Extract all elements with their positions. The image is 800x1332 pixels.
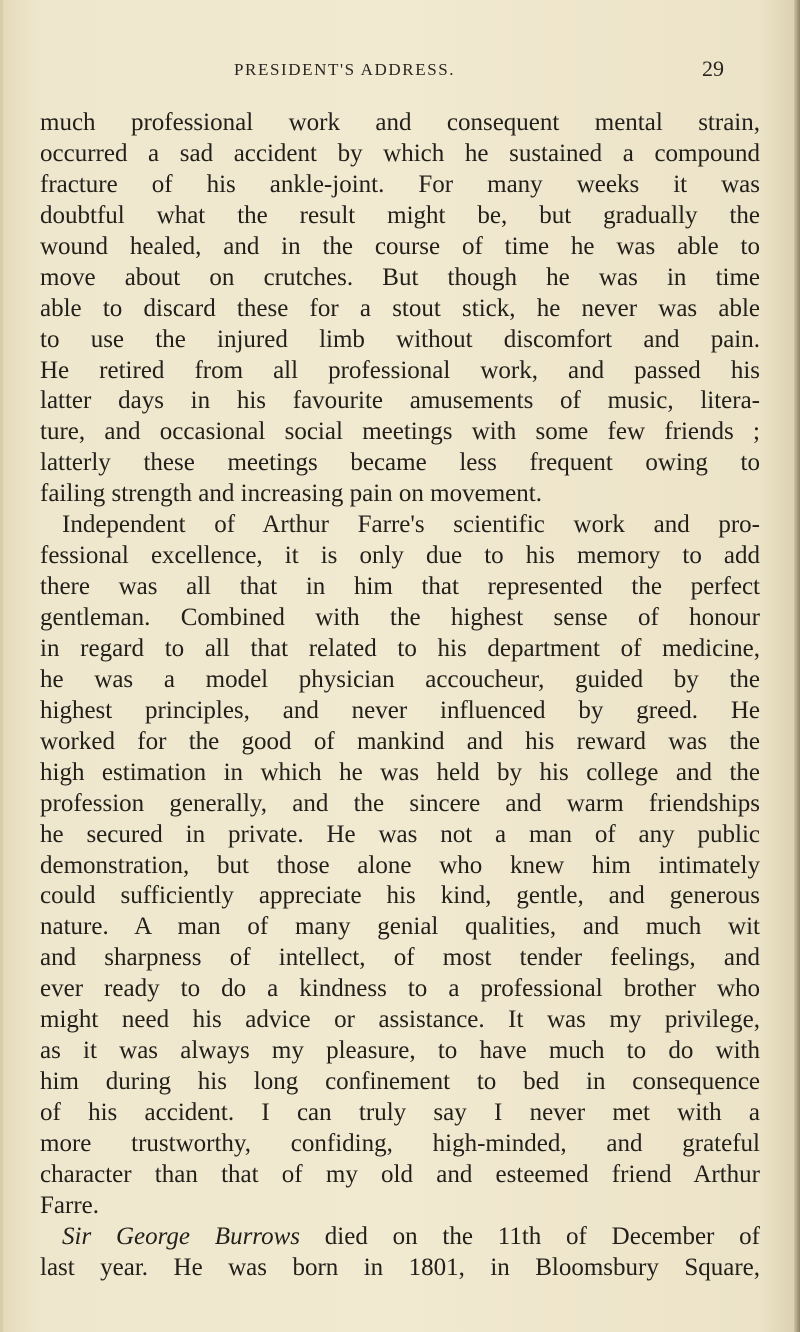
text-line: fracture of his ankle-joint. For many weeks it was: [40, 170, 760, 198]
text-line: as it was always my pleasure, to have much to do with: [40, 1037, 760, 1065]
text-line: fessional excellence, it is only due to his memory to add: [40, 542, 760, 570]
paragraph-start-line: [40, 1222, 760, 1253]
text-line: profession generally, and the sincere and warm friendships: [40, 789, 760, 817]
page-left-edge: [0, 0, 3, 1332]
text-line: latter days in his favourite amusements of music, litera-: [40, 387, 760, 415]
text-line: ever ready to do a kindness to a professional brother who: [40, 975, 760, 1003]
body-text: [40, 108, 760, 1284]
text-line: to use the injured limb without discomfort and pain.: [40, 325, 760, 353]
page-right-edge: [794, 0, 800, 1332]
text-line: much professional work and consequent mental strain,: [40, 109, 760, 136]
text-line: ture, and occasional social meetings with some few friends ;: [40, 418, 760, 446]
text-line: could sufficiently appreciate his kind, gentle, and generous: [40, 882, 760, 910]
text-line: him during his long confinement to bed in consequence: [40, 1068, 760, 1096]
text-line: last year. He was born in 1801, in Bloomsbury Square,: [40, 1253, 760, 1281]
text-line: wound healed, and in the course of time he was able to: [40, 232, 760, 260]
text-line: nature. A man of many genial qualities, and much wit: [40, 913, 760, 941]
text-line: worked for the good of mankind and his reward was the: [40, 727, 760, 755]
text-line: character than that of my old and esteemed friend Arthur: [40, 1160, 760, 1188]
text-line: in regard to all that related to his department of medicine,: [40, 634, 760, 662]
text-line: demonstration, but those alone who knew him intimately: [40, 851, 760, 879]
text-line: might need his advice or assistance. It was my privilege,: [40, 1006, 760, 1034]
text-line: move about on crutches. But though he was in time: [40, 263, 760, 291]
page-header: [40, 56, 750, 86]
text-line: and sharpness of intellect, of most tender feelings, and: [40, 944, 760, 972]
text-line: failing strength and increasing pain on movement.: [40, 480, 542, 508]
text-run: died on the 11th of December of: [300, 1222, 760, 1250]
text-line: highest principles, and never influenced by greed. He: [40, 696, 760, 724]
text-line: he was a model physician accoucheur, guided by the: [40, 665, 760, 693]
text-line: occurred a sad accident by which he sustained a compound: [40, 139, 760, 167]
text-line: doubtful what the result might be, but gradually the: [40, 201, 760, 229]
text-line: he secured in private. He was not a man of any public: [40, 820, 760, 848]
text-line: He retired from all professional work, and passed his: [40, 356, 760, 384]
text-line: latterly these meetings became less frequent owing to: [40, 449, 760, 477]
page-number: 29: [702, 56, 724, 81]
text-line: high estimation in which he was held by his college and the: [40, 758, 760, 786]
text-line: of his accident. I can truly say I never met with a: [40, 1099, 760, 1126]
person-name: Sir George Burrows: [62, 1222, 301, 1250]
running-head: PRESIDENT'S ADDRESS.: [234, 60, 456, 79]
text-line: there was all that in him that represented the perfect: [40, 573, 760, 601]
text-line: Farre.: [40, 1191, 99, 1219]
paragraph-start-line: Independent of Arthur Farre's scientific work and pro-: [62, 511, 760, 539]
text-line: able to discard these for a stout stick, he never was able: [40, 294, 760, 322]
text-line: more trustworthy, confiding, high-minded, and grateful: [40, 1129, 760, 1157]
text-line: gentleman. Combined with the highest sense of honour: [40, 604, 760, 631]
